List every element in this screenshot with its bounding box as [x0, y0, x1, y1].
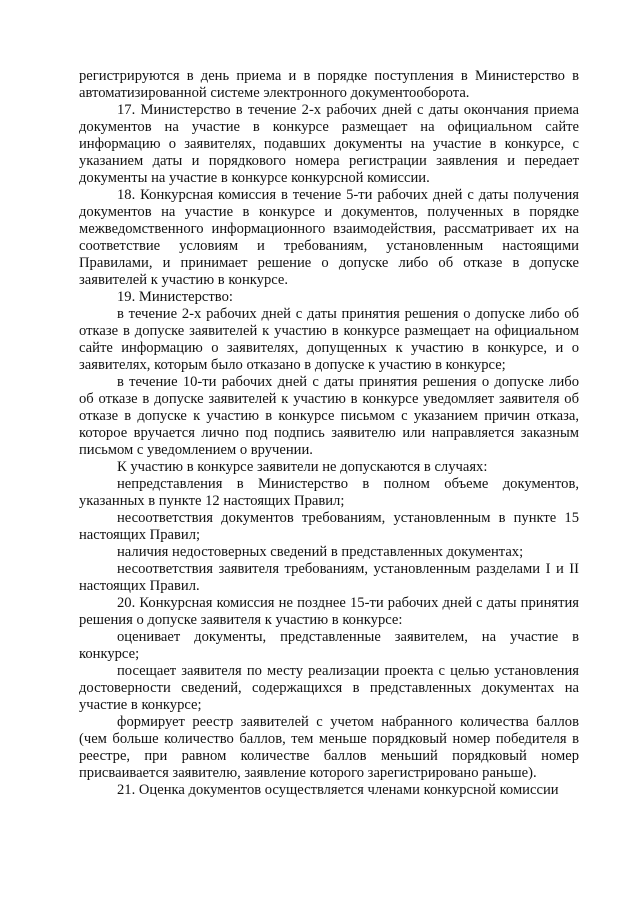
paragraph-refusal-cases: К участию в конкурсе заявители не допускаются в случаях: [117, 459, 488, 475]
paragraph-20-item-3: формирует реестр заявителей с учетом набранного количества баллов (чем больше количество баллов, тем меньше порядковый номер победителя в реестре, при равном количестве баллов меньший порядковый номер присваивается заявителю, заявление которого зарегистрировано раньше). [79, 714, 579, 781]
refusal-case-2: несоответствия документов требованиям, установленным в пункте 15 настоящих Правил; [79, 510, 579, 543]
paragraph-19: 19. Министерство: [117, 289, 233, 305]
refusal-case-1: непредставления в Министерство в полном объеме документов, указанных в пункте 12 настоящих Правил; [79, 476, 579, 509]
paragraph-20-item-2: посещает заявителя по месту реализации проекта с целью установления достоверности сведений, содержащихся в представленных документах на участие в конкурсе; [79, 663, 579, 713]
paragraph-17: 17. Министерство в течение 2-х рабочих дней с даты окончания приема документов на участие в конкурсе размещает на официальном сайте информацию о заявителях, подавших документы на участие в конкурсе, с указанием даты и порядкового номера регистрации заявления и передает документы на участие в конкурсе конкурсной комиссии. [79, 102, 579, 186]
paragraph-18: 18. Конкурсная комиссия в течение 5-ти рабочих дней с даты получения документов на участие в конкурсе и документов, полученных в порядке межведомственного информационного взаимодействия, рассматривает их на соответствие условиям и требованиям, установленным настоящими Правилами, и принимает решение о допуске либо об отказе в допуске заявителей к участию в конкурсе. [79, 187, 579, 288]
document-page [79, 68, 579, 799]
paragraph-21: 21. Оценка документов осуществляется членами конкурсной комиссии [117, 782, 559, 798]
paragraph-20: 20. Конкурсная комиссия не позднее 15-ти рабочих дней с даты принятия решения о допуске заявителя к участию в конкурсе: [79, 595, 579, 628]
refusal-case-3: наличия недостоверных сведений в представленных документах; [117, 544, 524, 560]
paragraph-19-item-2: в течение 10-ти рабочих дней с даты принятия решения о допуске либо об отказе в допуске заявителей к участию в конкурсе уведомляет заявителя об отказе в допуске к участию в конкурсе письмом с указанием причин отказа, которое вручается лично под подпись заявителю или направляется заказным письмом с уведомлением о вручении. [79, 374, 579, 458]
paragraph-continuation: регистрируются в день приема и в порядке поступления в Министерство в автоматизированной системе электронного документооборота. [79, 68, 579, 101]
paragraph-19-item-1: в течение 2-х рабочих дней с даты принятия решения о допуске либо об отказе в допуске заявителей к участию в конкурсе размещает на официальном сайте информацию о заявителях, допущенных к участию в конкурсе, и о заявителях, которым было отказано в допуске к участию в конкурсе; [79, 306, 579, 373]
paragraph-20-item-1: оценивает документы, представленные заявителем, на участие в конкурсе; [79, 629, 579, 662]
refusal-case-4: несоответствия заявителя требованиям, установленным разделами I и II настоящих Правил. [79, 561, 579, 594]
